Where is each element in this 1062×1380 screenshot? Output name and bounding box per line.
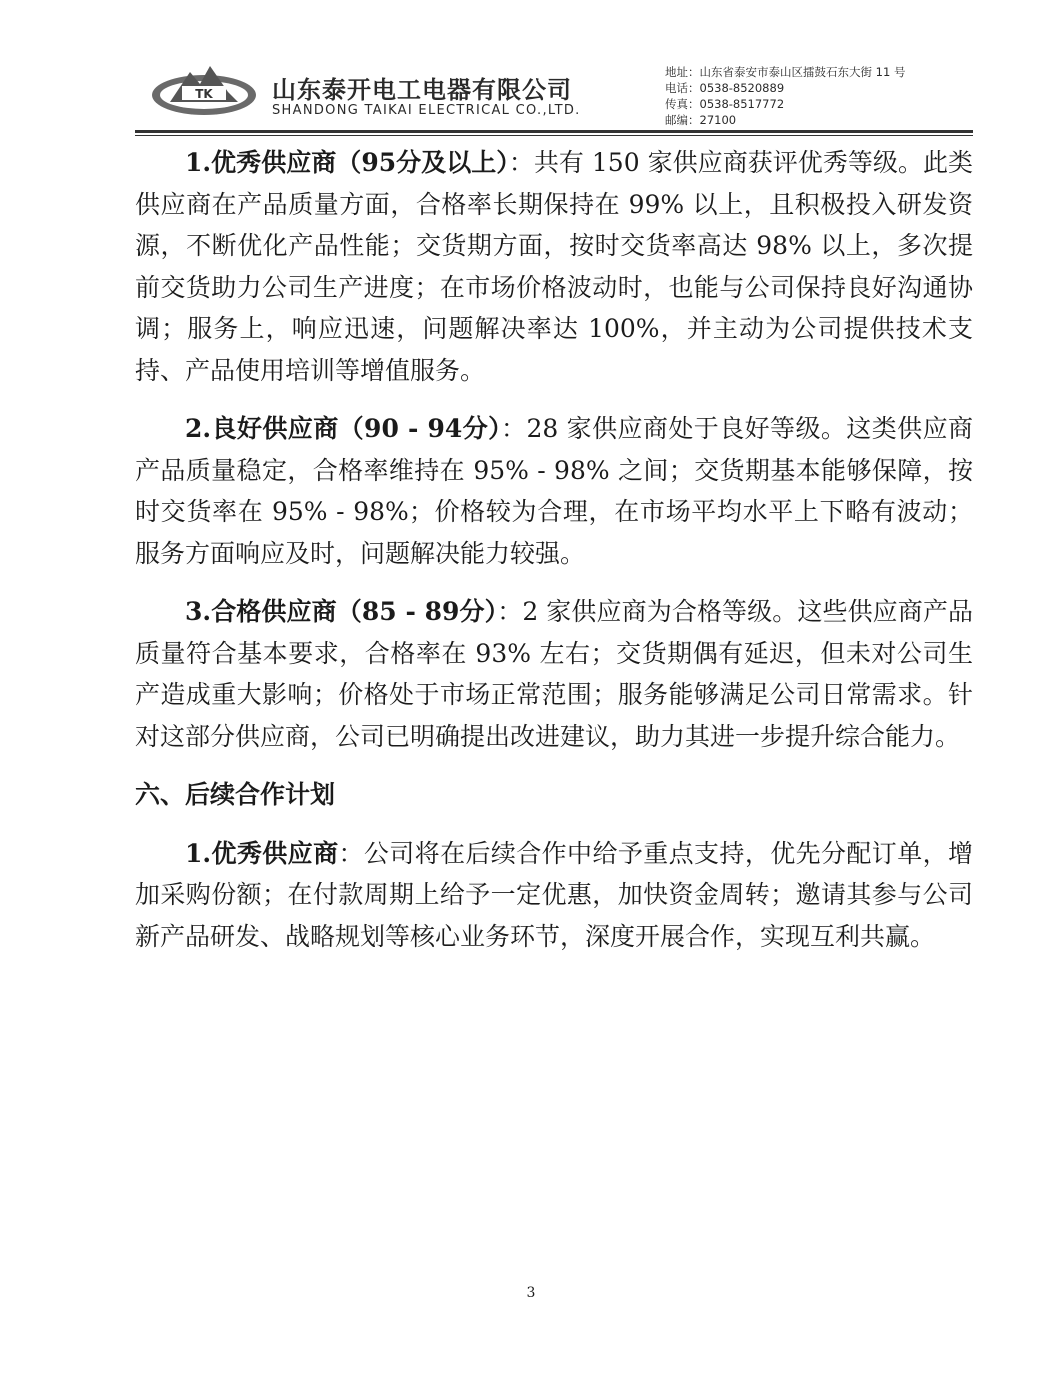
header-rule bbox=[135, 130, 973, 133]
paragraph-text: ：共有 150 家供应商获评优秀等级。此类供应商在产品质量方面，合格率长期保持在 99% 以上，且积极投入研发资源，不断优化产品性能；交货期方面，按时交货率高达 98% 以上，多次提前交货助力公司生产进度；在市场价格波动时，也能与公司保持良好沟通协调；服务上，响应迅速，问题解决率达 100%，并主动为公司提供技术支持、产品使用培训等增值服务。 bbox=[135, 148, 973, 385]
company-logo bbox=[150, 62, 258, 120]
section-heading: 六、后续合作计划 bbox=[135, 780, 336, 809]
paragraph-lead: 2.良好供应商（90 - 94分） bbox=[185, 414, 502, 443]
paragraph-lead: 1.优秀供应商（95分及以上） bbox=[185, 148, 509, 177]
contact-info bbox=[665, 64, 905, 128]
company-name-cn: 山东泰开电工电器有限公司 bbox=[272, 76, 572, 104]
document-body bbox=[135, 142, 973, 974]
svg-text:TK: TK bbox=[195, 87, 213, 101]
page-number: 3 bbox=[526, 1285, 536, 1301]
paragraph-text: ：28 家供应商处于良好等级。这类供应商产品质量稳定，合格率维持在 95% - 98% 之间；交货期基本能够保障，按时交货率在 95% - 98%；价格较为合理，在市场平均水平上下略有波动；服务方面响应及时，问题解决能力较强。 bbox=[135, 414, 973, 568]
paragraph-lead: 3.合格供应商（85 - 89分） bbox=[185, 597, 498, 626]
phone: 电话：0538-8520889 bbox=[665, 81, 785, 95]
header-rule-thin bbox=[135, 135, 973, 136]
paragraph-qualified bbox=[135, 591, 973, 757]
postcode: 邮编：27100 bbox=[665, 113, 737, 127]
company-name-en: SHANDONG TAIKAI ELECTRICAL CO.,LTD. bbox=[272, 103, 581, 118]
paragraph-lead: 1.优秀供应商 bbox=[185, 838, 339, 868]
paragraph-text: ：公司将在后续合作中给予重点支持，优先分配订单，增加采购份额；在付款周期上给予一定优惠，加快资金周转；邀请其参与公司新产品研发、战略规划等核心业务环节，深度开展合作，实现互利共赢。 bbox=[135, 838, 973, 951]
fax: 传真：0538-8517772 bbox=[665, 97, 785, 111]
paragraph-good bbox=[135, 408, 973, 574]
letterhead bbox=[0, 0, 1062, 135]
paragraph-excellent bbox=[135, 142, 973, 391]
paragraph-plan-excellent bbox=[135, 833, 973, 958]
address: 地址：山东省泰安市泰山区擂鼓石东大街 11 号 bbox=[665, 65, 906, 79]
paragraph-text: ：2 家供应商为合格等级。这些供应商产品质量符合基本要求，合格率在 93% 左右；交货期偶有延迟，但未对公司生产造成重大影响；价格处于市场正常范围；服务能够满足公司日常需求。针对这部分供应商，公司已明确提出改进建议，助力其进一步提升综合能力。 bbox=[135, 597, 973, 751]
